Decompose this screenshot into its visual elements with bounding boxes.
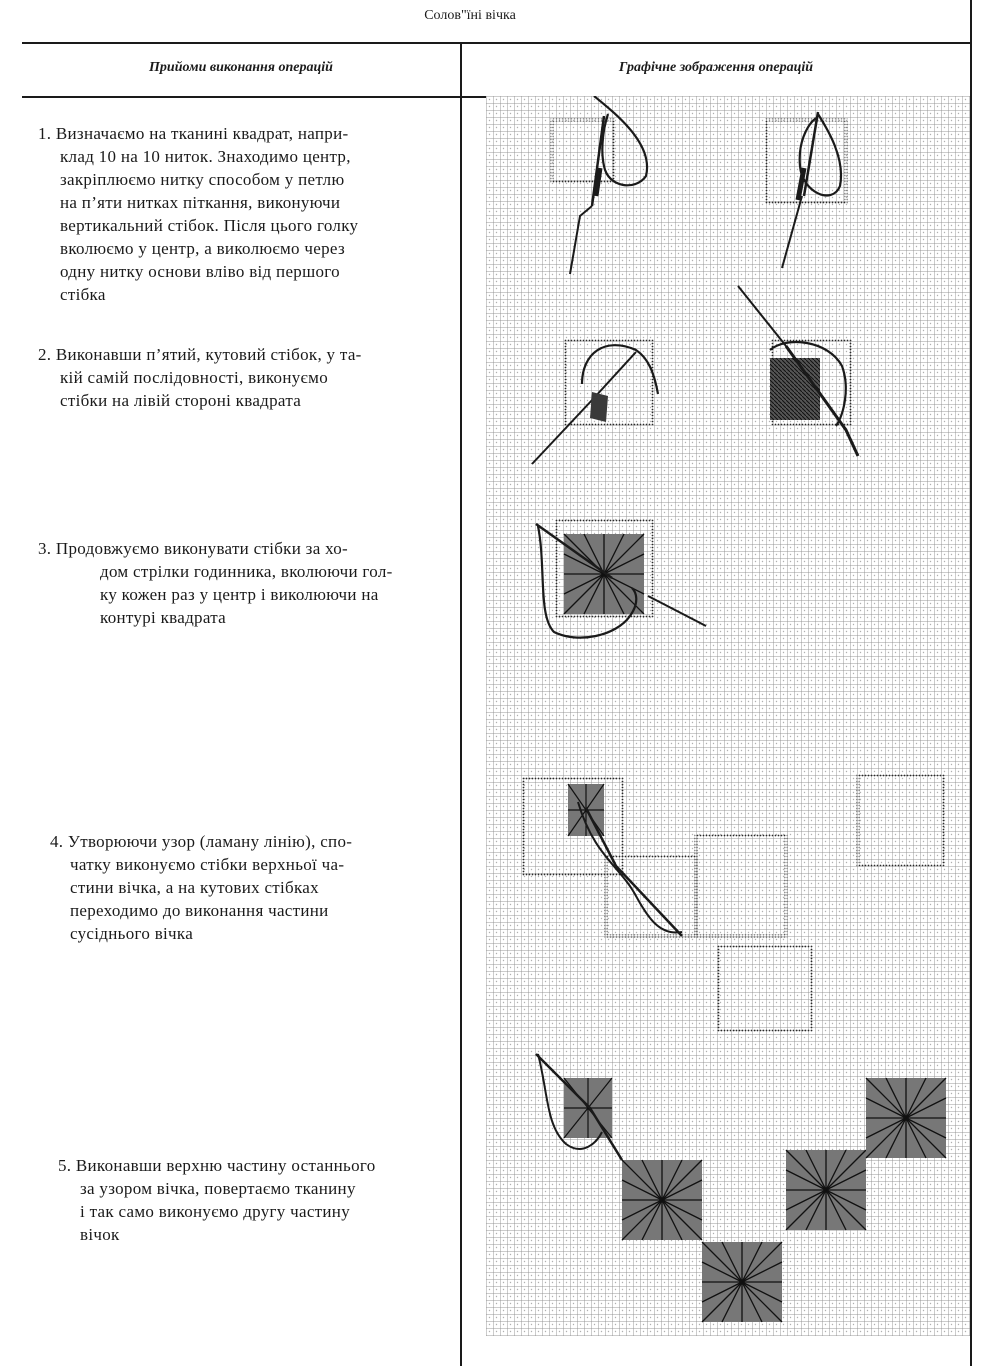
graphic-header: Графічне зображення операцій [618,60,814,75]
step-line: стібка [60,285,106,304]
step-4-text [50,830,460,945]
eyelet [564,1078,612,1138]
step-line: і так само виконуємо другу частину [80,1202,351,1221]
step-line: чатку виконуємо стібки верхньої ча- [70,855,345,874]
step-line: за узором вічка, повертаємо тканину [80,1179,356,1198]
step-line: стини вічка, а на кутових стібках [70,878,319,897]
title-divider [22,42,971,44]
step-line: стібки на лівій стороні квадрата [60,391,302,410]
step-line: 3. Продовжуємо виконувати стібки за хо- [38,539,349,558]
step-line: 5. Виконавши верхню частину останнього [58,1156,376,1175]
step-line: закріплюємо нитку способом у петлю [60,170,345,189]
step-line: дом стрілки годинника, вколюючи гол- [100,562,393,581]
step-line: 1. Визначаємо на тканині квадрат, напри- [38,124,349,143]
step-line: контурі квадрата [100,608,227,627]
step-line: переходимо до виконання частини [70,901,329,920]
page-title: Солов"їні вічка [424,8,516,23]
step-line: на п’яти нитках піткання, виконуючи [60,193,341,212]
step-line: вертикальний стібок. Після цього голку [60,216,359,235]
fabric-grid-illustration [486,96,970,1336]
techniques-header: Прийоми виконання операцій [149,60,333,75]
eyelet [702,1242,782,1322]
eyelet [786,1150,866,1230]
eyelet [622,1160,702,1240]
step-1-text [38,122,448,306]
step-line: ку кожен раз у центр і виколюючи на [100,585,379,604]
step-line: вічок [80,1225,120,1244]
step-line: кій самій послідовності, виконуємо [60,368,328,387]
step-line: 4. Утворюючи узор (ламану лінію), спо- [50,832,353,851]
step-5-text [58,1154,468,1246]
step-2-text [38,343,448,412]
step-line: одну нитку основи вліво від першого [60,262,340,281]
table-right-border [970,0,972,1366]
step-line: 2. Виконавши п’ятий, кутовий стібок, у та- [38,345,362,364]
step-line: сусіднього вічка [70,924,194,943]
eyelet [866,1078,946,1158]
step-line: вколюємо у центр, а виколюємо через [60,239,345,258]
step-line: клад 10 на 10 ниток. Знаходимо центр, [60,147,351,166]
step-3-text [38,537,448,629]
